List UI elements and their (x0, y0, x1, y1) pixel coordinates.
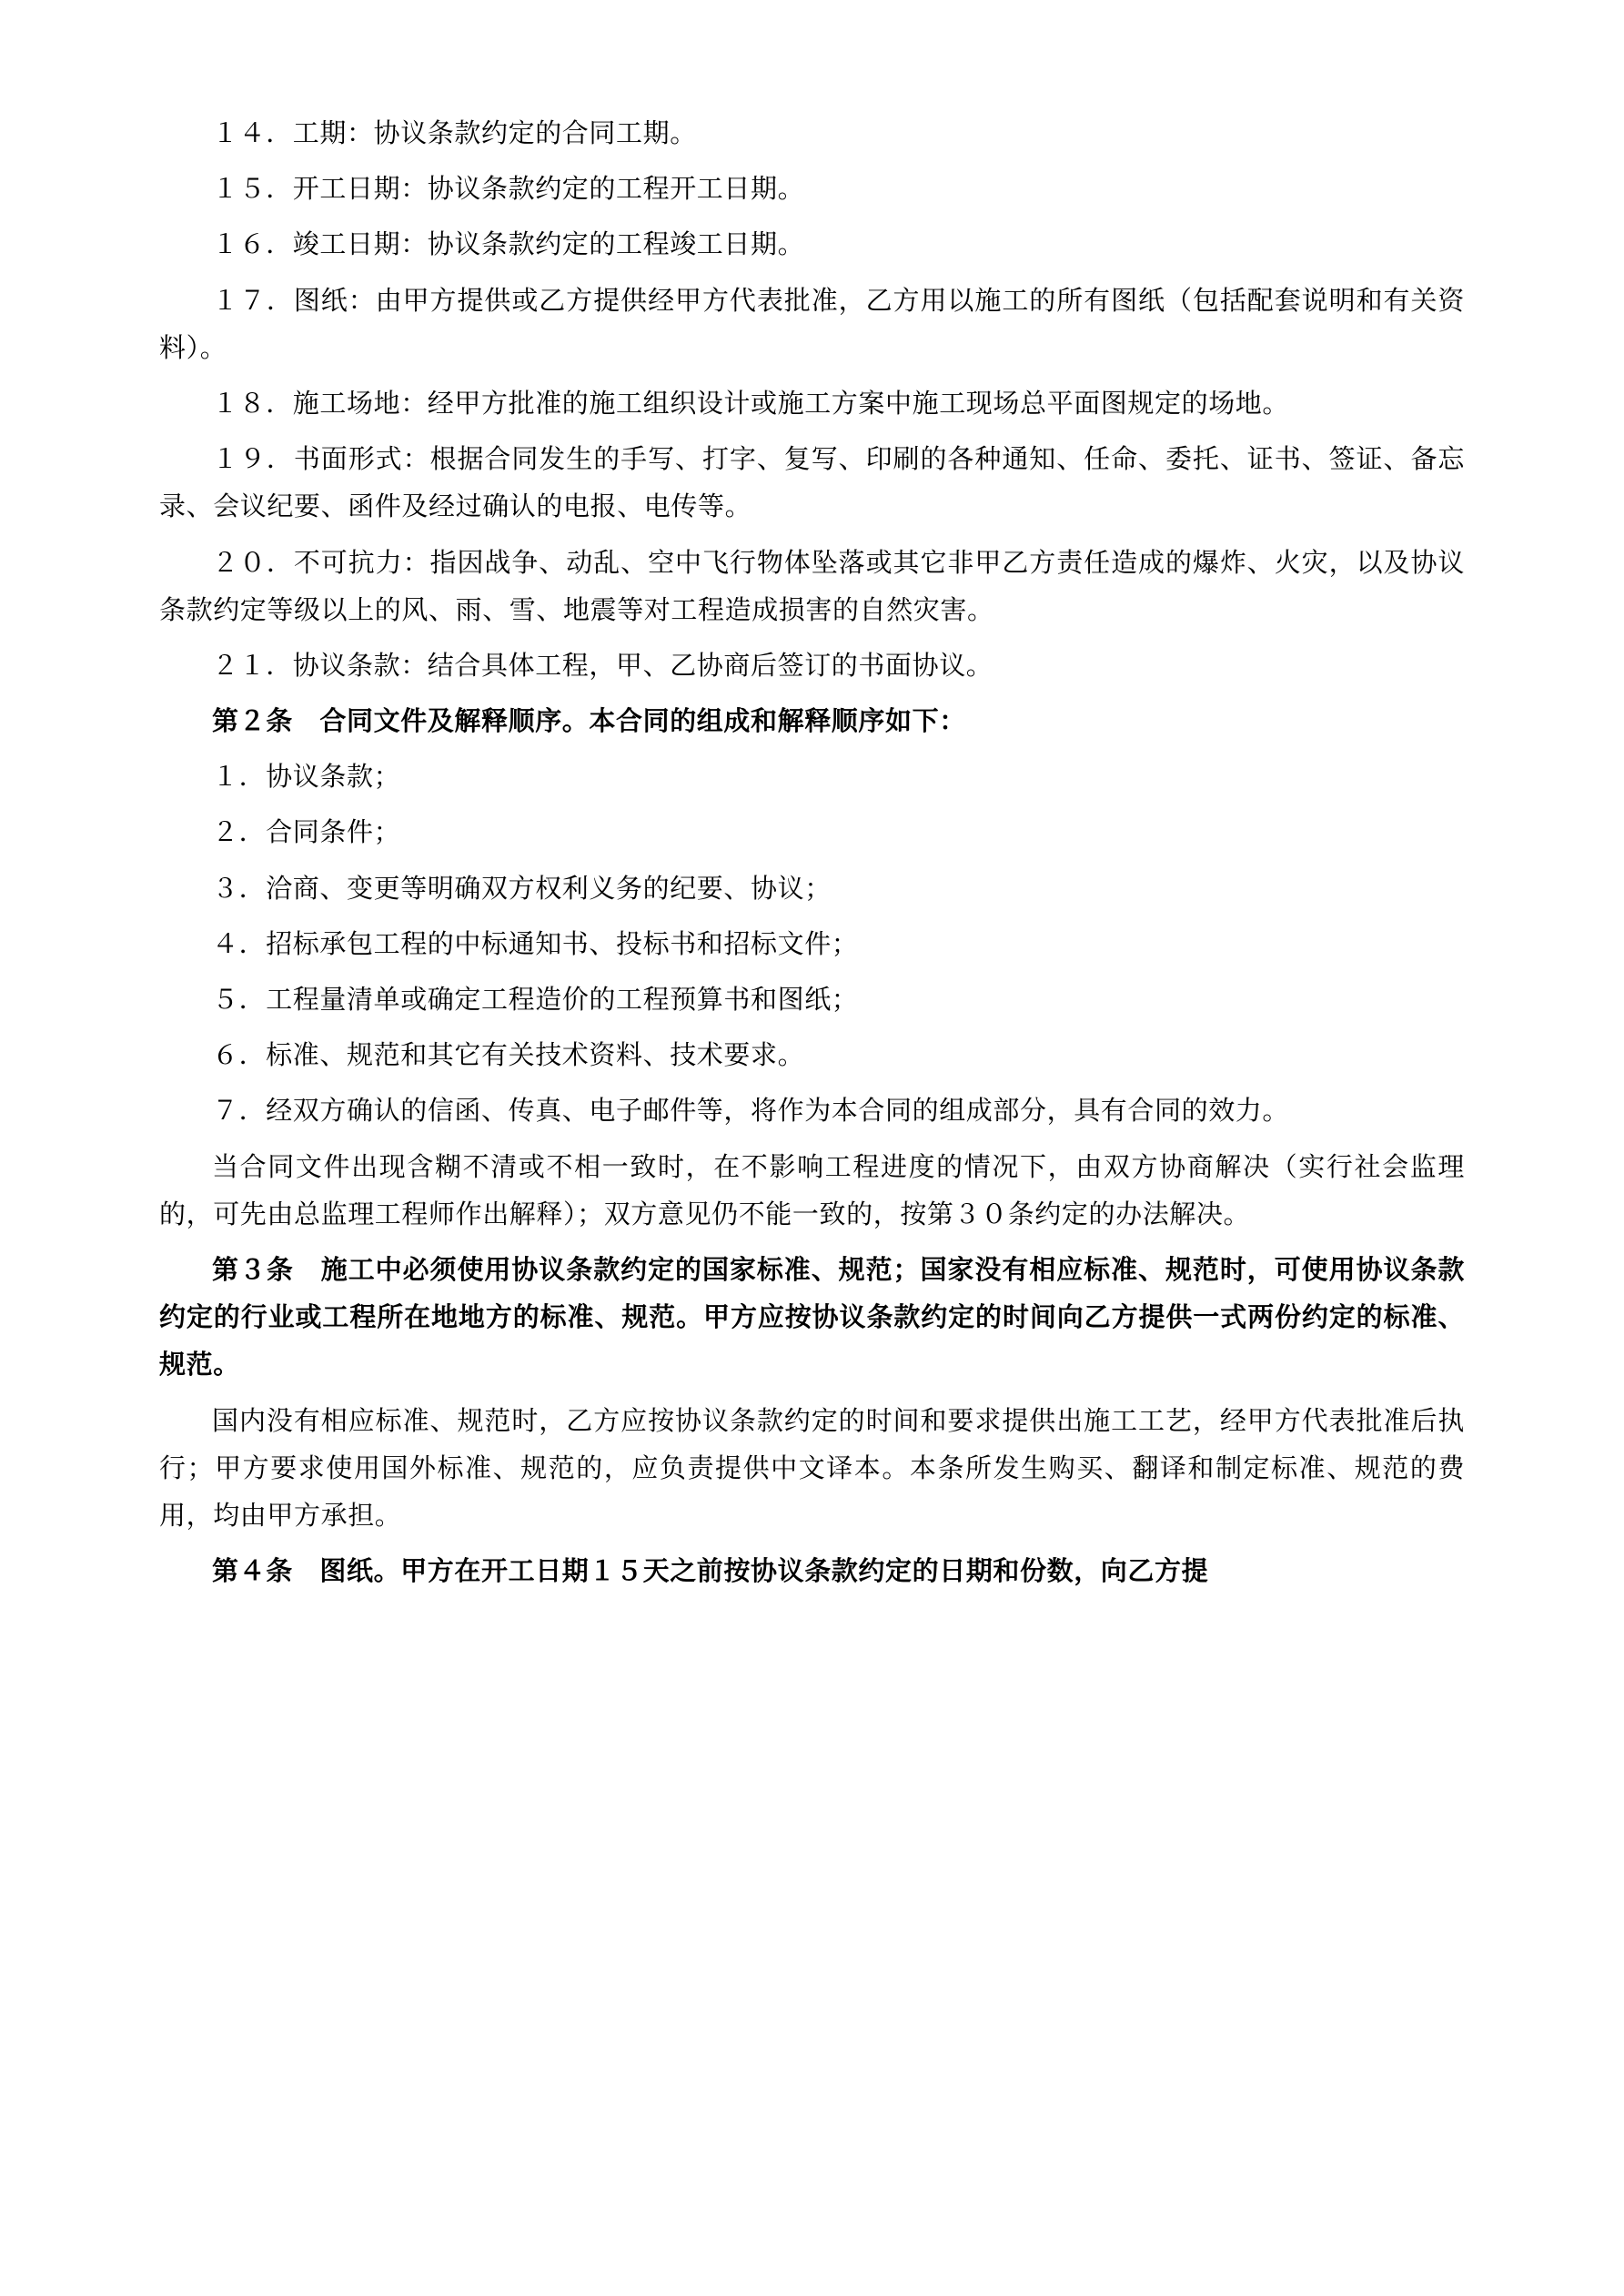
clause-2-item-5: ５．工程量清单或确定工程造价的工程预算书和图纸； (212, 984, 859, 1015)
clause-heading-2: 第２条 合同文件及解释顺序。本合同的组成和解释顺序如下： (212, 705, 966, 737)
clause-heading-3: 第３条 施工中必须使用协议条款约定的国家标准、规范；国家没有相应标准、规范时，可使用协议条款约定的行业或工程所在地地方的标准、规范。甲方应按协议条款约定的时间向乙方提供一式两份约定的标准、规范。 (159, 1253, 1465, 1381)
clause-2-item-1: １．协议条款； (212, 761, 401, 793)
clause-heading-4: 第４条 图纸。甲方在开工日期１５天之前按协议条款约定的日期和份数，向乙方提 (212, 1555, 1209, 1587)
paragraph-21: ２１．协议条款：结合具体工程，甲、乙协商后签订的书面协议。 (212, 649, 994, 681)
clause-2-item-7: ７．经双方确认的信函、传真、电子邮件等，将作为本合同的组成部分，具有合同的效力。 (212, 1095, 1290, 1127)
paragraph-18: １８．施工场地：经甲方批准的施工组织设计或施工方案中施工现场总平面图规定的场地。 (212, 387, 1290, 419)
paragraph-16: １６．竣工日期：协议条款约定的工程竣工日期。 (212, 228, 805, 260)
clause-2-item-6: ６．标准、规范和其它有关技术资料、技术要求。 (212, 1039, 805, 1071)
clause-2-item-2: ２．合同条件； (212, 816, 401, 848)
document-body (159, 109, 1465, 1594)
paragraph-20: ２０．不可抗力：指因战争、动乱、空中飞行物体坠落或其它非甲乙方责任造成的爆炸、火灾，以及协议条款约定等级以上的风、雨、雪、地震等对工程造成损害的自然灾害。 (159, 546, 1465, 625)
paragraph-14: １４．工期：协议条款约定的合同工期。 (212, 117, 697, 148)
paragraph-15: １５．开工日期：协议条款约定的工程开工日期。 (212, 173, 805, 205)
clause-3-note: 国内没有相应标准、规范时，乙方应按协议条款约定的时间和要求提供出施工工艺，经甲方代表批准后执行；甲方要求使用国外标准、规范的，应负责提供中文译本。本条所发生购买、翻译和制定标准、规范的费用，均由甲方承担。 (159, 1404, 1465, 1531)
paragraph-19: １９．书面形式：根据合同发生的手写、打字、复写、印刷的各种通知、任命、委托、证书、签证、备忘录、会议纪要、函件及经过确认的电报、电传等。 (159, 443, 1465, 522)
clause-2-item-4: ４．招标承包工程的中标通知书、投标书和招标文件； (212, 927, 859, 959)
clause-2-item-3: ３．洽商、变更等明确双方权利义务的纪要、协议； (212, 872, 832, 904)
clause-2-note: 当合同文件出现含糊不清或不相一致时，在不影响工程进度的情况下，由双方协商解决（实行社会监理的，可先由总监理工程师作出解释）；双方意见仍不能一致的，按第３０条约定的办法解决。 (159, 1150, 1465, 1229)
paragraph-17: １７．图纸：由甲方提供或乙方提供经甲方代表批准，乙方用以施工的所有图纸（包括配套说明和有关资料）。 (159, 284, 1465, 363)
